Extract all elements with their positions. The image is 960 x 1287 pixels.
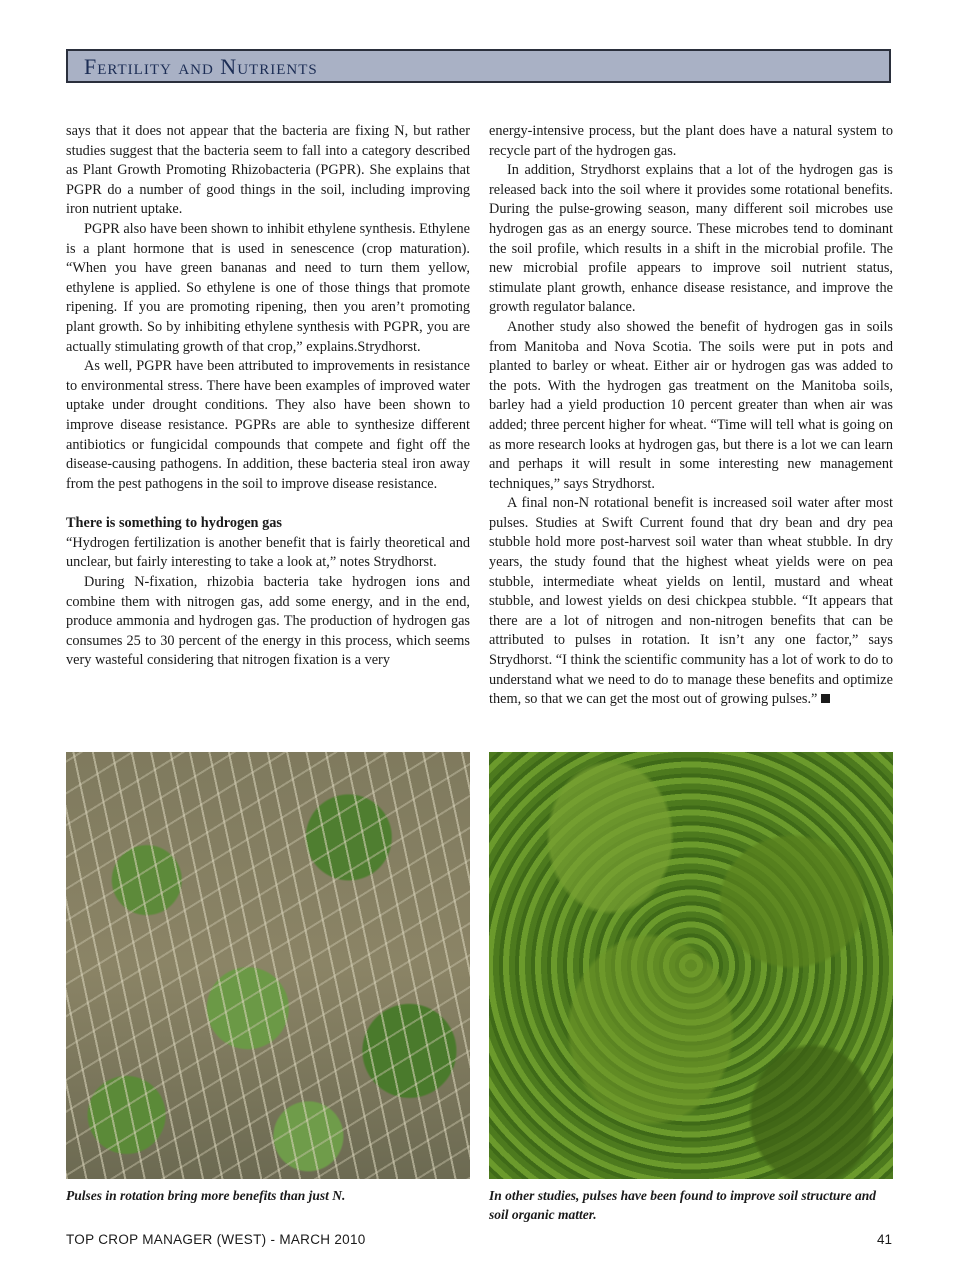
paragraph-final (489, 494, 893, 710)
footer-publication: TOP CROP MANAGER (WEST) - MARCH 2010 (66, 1232, 366, 1247)
photo-pulse-field (489, 752, 893, 1179)
subheading: There is something to hydrogen gas (66, 515, 282, 532)
page-number: 41 (876, 1232, 892, 1247)
paragraph-text: A final non-N rotational benefit is increased soil water after most pulses. Studies at Swift Current found that dry bean and dry pea stubble hold more post-harvest soil water than wheat stubble. In dry years, the study found that the highest wheat yields were on pea stubble, intermediate wheat yields on lentil, mustard and wheat stubble, and lowest yields on desi chickpea stubble. “It appears that there are a lot of nitrogen and non-nitrogen benefits that can be attributed to pulses in rotation. It isn’t any one factor,” says Strydhorst. “I think the scientific community has a lot of work to do to understand what we need to do to manage these benefits and optimize them, so that we can get the most out of growing pulses.” (489, 495, 893, 708)
paragraph: As well, PGPR have been attributed to improvements in resistance to environmental stress. There have been examples of improved water uptake under drought conditions. They also have been shown to improve disease resistance. PGPRs are able to synthesize different antibiotics or fungicidal compounds that compete and fight off the disease-causing pathogens. In addition, these bacteria steal iron away from the pest pathogens in the soil to improve disease resistance. (66, 358, 470, 492)
section-title: Fertility and Nutrients (84, 54, 318, 79)
paragraph: In addition, Strydhorst explains that a lot of the hydrogen gas is released back into the soil where it provides some rotational benefits. During the pulse-growing season, many different soil microbes use hydrogen gas as an energy source. These microbes tend to dominant the soil profile, which results in a shift in the microbial profile. The new microbial profile appears to improve soil nutrient status, stimulate plant growth, enhance disease resistance, and improve the growth regulator balance. (489, 162, 893, 316)
paragraph: energy-intensive process, but the plant does have a natural system to recycle part of the hydrogen gas. (489, 123, 893, 159)
article-column-right (489, 122, 893, 710)
section-header (66, 49, 891, 83)
article-column-left (66, 122, 470, 671)
photo-caption-left: Pulses in rotation bring more benefits than just N. (66, 1188, 346, 1203)
paragraph: says that it does not appear that the bacteria are fixing N, but rather studies suggest that the bacteria seem to fall into a category described as Plant Growth Promoting Rhizobacteria (PGPR). She explains that PGPR do a number of good things in the soil, including improving iron nutrient uptake. (66, 123, 470, 218)
photo-pulses-stubble (66, 752, 470, 1179)
paragraph: Another study also showed the benefit of hydrogen gas in soils from Manitoba and Nova Scotia. The soils were put in pots and planted to barley or wheat. Either air or hydrogen gas was added to the pots. With the hydrogen gas treatment on the Manitoba soils, barley had a yield production 10 percent greater than when air was added; three percent higher for wheat. “Time will tell what is going on as more research looks at hydrogen gas, but there is a lot we can learn and perhaps it will result in some interesting new management techniques,” says Strydhorst. (489, 318, 893, 492)
photo-caption-right: In other studies, pulses have been found to improve soil structure and soil organic matter. (489, 1188, 877, 1222)
paragraph: “Hydrogen fertilization is another benefit that is fairly theoretical and unclear, but fairly interesting to take a look at,” notes Strydhorst. (66, 534, 470, 571)
paragraph: PGPR also have been shown to inhibit ethylene synthesis. Ethylene is a plant hormone that is used in senescence (crop maturation). “When you have green bananas and need to turn them yellow, ethylene is applied. So ethylene is one of those things that promote ripening. If you are promoting ripening, then you aren’t promoting plant growth. So by inhibiting ethylene synthesis with PGPR, you are actually stimulating growth of that crop,” explains.Strydhorst. (66, 220, 470, 355)
paragraph: During N-fixation, rhizobia bacteria take hydrogen ions and combine them with nitrogen gas, add some energy, and in the end, produce ammonia and hydrogen gas. The production of hydrogen gas consumes 25 to 30 percent of the energy in this process, which seems very wasteful considering that nitrogen fixation is a very (66, 574, 470, 669)
end-of-article-icon (821, 694, 830, 703)
